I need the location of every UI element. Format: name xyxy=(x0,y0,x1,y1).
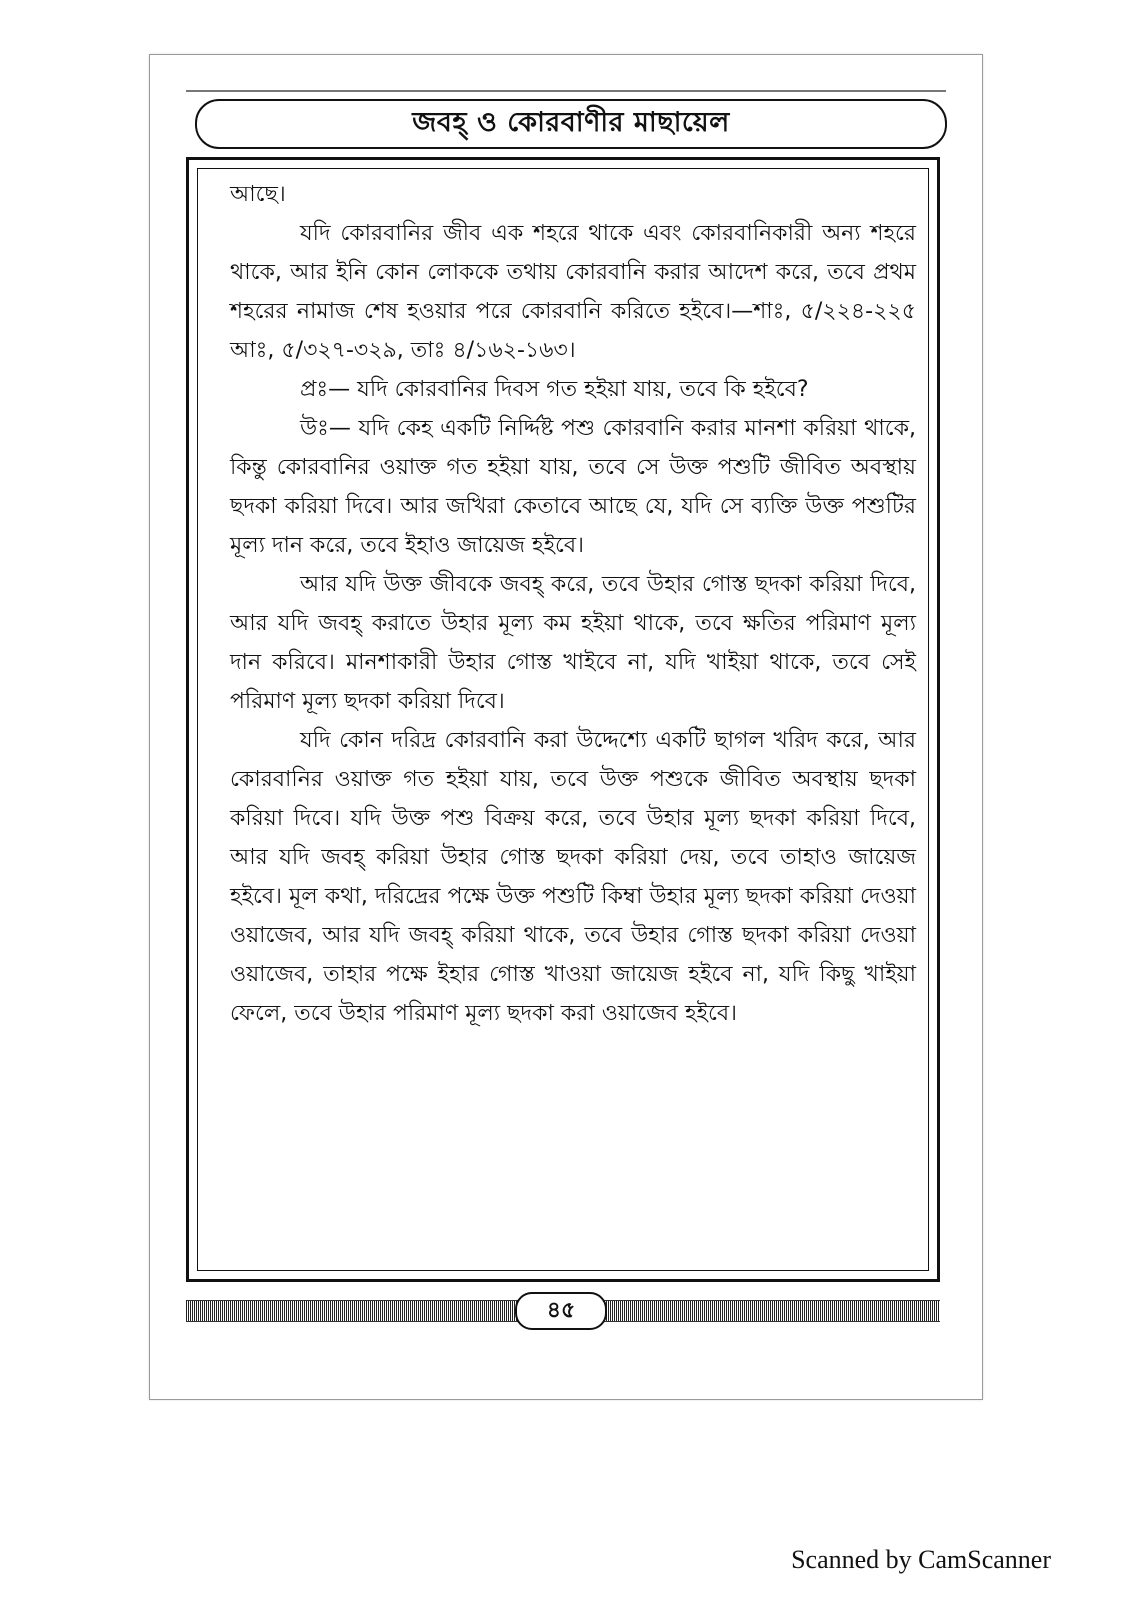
page-number: ৪৫ xyxy=(515,1292,607,1330)
page-title: জবহ্ ও কোরবাণীর মাছায়েল xyxy=(412,106,730,138)
scanner-watermark: Scanned by CamScanner xyxy=(791,1545,1051,1574)
answer: উঃ— যদি কেহ একটি নির্দ্দিষ্ট পশু কোরবানি করার মানশা করিয়া থাকে, কিন্তু কোরবানির ওয়াক্ত গত হইয়া যায়, তবে সে উক্ত পশুটি জীবিত অবস্থায় ছদকা করিয়া দিবে। আর জখিরা কেতাবে আছে যে, যদি সে ব্যক্তি উক্ত পশুটির মূল্য দান করে, তবে ইহাও জায়েজ হইবে। xyxy=(230,416,916,558)
paragraph: আর যদি উক্ত জীবকে জবহ্ করে, তবে উহার গোস্ত ছদকা করিয়া দিবে, আর যদি জবহ্ করাতে উহার মূল্য কম হইয়া থাকে, তবে ক্ষতির পরিমাণ মূল্য দান করিবে। মানশাকারী উহার গোস্ত খাইবে না, যদি খাইয়া থাকে, তবে সেই পরিমাণ মূল্য ছদকা করিয়া দিবে। xyxy=(230,572,916,714)
footer-ornament-left xyxy=(186,1300,521,1322)
top-rule xyxy=(186,90,946,92)
footer-ornament-right xyxy=(600,1300,940,1322)
body-text xyxy=(230,175,916,1033)
header-banner xyxy=(195,99,947,149)
paragraph: যদি কোরবানির জীব এক শহরে থাকে এবং কোরবানিকারী অন্য শহরে থাকে, আর ইনি কোন লোককে তথায় কোরবানি করার আদেশ করে, তবে প্রথম শহরের নামাজ শেষ হওয়ার পরে কোরবানি করিতে হইবে।—শাঃ, ৫/২২৪-২২৫ আঃ, ৫/৩২৭-৩২৯, তাঃ ৪/১৬২-১৬৩। xyxy=(230,221,916,363)
question: প্রঃ— যদি কোরবানির দিবস গত হইয়া যায়, তবে কি হইবে? xyxy=(300,377,809,402)
paragraph: যদি কোন দরিদ্র কোরবানি করা উদ্দেশ্যে একটি ছাগল খরিদ করে, আর কোরবানির ওয়াক্ত গত হইয়া যায়, তবে উক্ত পশুকে জীবিত অবস্থায় ছদকা করিয়া দিবে। যদি উক্ত পশু বিক্রয় করে, তবে উহার মূল্য ছদকা করিয়া দিবে, আর যদি জবহ্ করিয়া উহার গোস্ত ছদকা করিয়া দেয়, তবে তাহাও জায়েজ হইবে। মূল কথা, দরিদ্রের পক্ষে উক্ত পশুটি কিম্বা উহার মূল্য ছদকা করিয়া দেওয়া ওয়াজেব, আর যদি জবহ্ করিয়া থাকে, তবে উহার গোস্ত ছদকা করিয়া দেওয়া ওয়াজেব, তাহার পক্ষে ইহার গোস্ত খাওয়া জায়েজ হইবে না, যদি কিছু খাইয়া ফেলে, তবে উহার পরিমাণ মূল্য ছদকা করা ওয়াজেব হইবে। xyxy=(230,728,916,1026)
paragraph-continuation: আছে। xyxy=(230,182,286,207)
